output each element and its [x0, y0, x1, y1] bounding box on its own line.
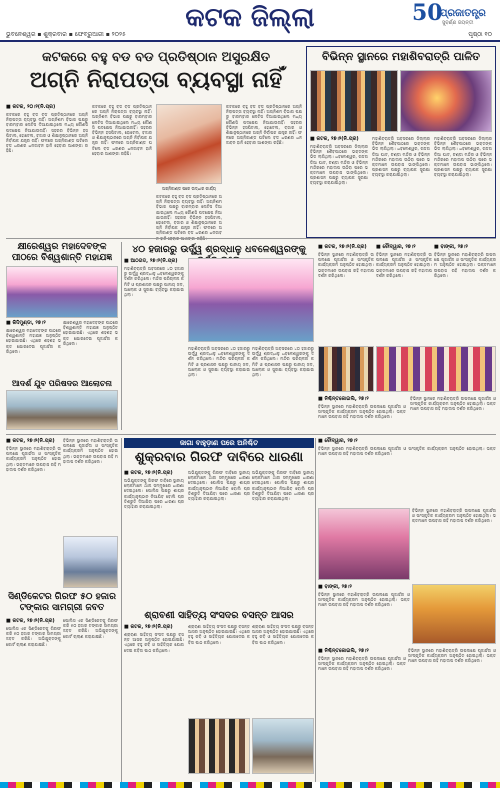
- lead-body-4: କଟକରେ ବହୁ ବଡ ବଡ ପ୍ରତିଷ୍ଠାନରେ ଅଗ୍ନି ନିରାପତ୍ତା ବ୍ୟବସ୍ଥା ନାହିଁ। ଅଗ୍ନିଶମ ବିଭାଗ ପକ୍ଷରୁ ବାରମ୍ବାର ନୋଟିସ ଦିଆଯାଇଥିଲେ ମଧ୍ୟ କୌଣସି ପଦକ୍ଷେପ ନିଆଯାଉନାହିଁ। ସହରର ବିଭିନ୍ନ ହସପିଟାଲ, ହୋଟେଲ, ବଜାର ଓ ଶିକ୍ଷାନୁଷ୍ଠାନରେ ଅଗ୍ନି ନିର୍ବାପକ ଯନ୍ତ୍ର ନାହିଁ। ଫଳରେ ଅଗ୍ନିକାଣ୍ଡ ଘଟିଲେ ବଡ ଧରଣର ଧନଜୀବ: [156, 194, 222, 236]
- shivaratri-body-1: ମହାଶିବରାତ୍ରି ଅବସରରେ ଜିଲ୍ଲାର ବିଭିନ୍ନ ଶୈବପୀଠରେ ଭକ୍ତଙ୍କ ଭିଡ ଲାଗିଥିଲା। ଧବଳେଶ୍ୱର, ଗଡଗଡିଆ ଘାଟ, ଚଣ୍ଡୀ ମନ୍ଦିର ଓ ବିଭିନ୍ନ ମନ୍ଦିରରେ ମହାଦୀପ ଉଠିବା ପରେ ଭକ୍ତମାନେ ଉପବାସ ଭାଙ୍ଗିଥିଲେ। ପ୍ରଶାସନ ପକ୍ଷରୁ ବ୍ୟାପକ ସୁରକ୍ଷା ବ୍ୟବସ୍ଥା କରାଯାଇଥିଲା।: [310, 144, 368, 186]
- misc-byline-c: ■ ବାଙ୍କୀ, ୨୭।୨: [434, 244, 468, 250]
- literary-col-3: [252, 624, 314, 716]
- literary-photo-2: [252, 718, 314, 774]
- lead-headline-block: [6, 50, 306, 93]
- shivaratri-col-3: [434, 136, 492, 234]
- rb-byline-3: ■ ନିଶ୍ଚିନ୍ତକୋଇଲି, ୨୭।୨: [318, 648, 369, 654]
- literary-photo-1: [188, 718, 250, 774]
- logo-number: 50: [412, 0, 443, 26]
- literary-body-3: ଶ୍ରାବଣୀ ସାହିତ୍ୟ ସଂସଦ ପକ୍ଷରୁ ବସନ୍ତ ଆସର ଅନୁଷ୍ଠିତ ହୋଇଯାଇଛି। ଏଥିରେ ବହୁ କବି ଓ ସାହିତ୍ୟିକ ଯୋଗଦେଇ କବିତା ପାଠ କରିଥିଲେ।: [252, 624, 314, 645]
- lead-byline: ■ କଟକ, ୨୦।୨(ନି.ପ୍ର): [6, 104, 56, 110]
- protest-col-1: [124, 470, 184, 606]
- protest-body-3: ଅଭିଯୁକ୍ତଙ୍କୁ ଗିରଫ ଦାବିରେ ସ୍ଥାନୀୟ ଲୋକମାନେ ଥାନା ସମ୍ମୁଖରେ ଧାରଣା ଦେଇଥିଲେ। ପୋଲିସ ପକ୍ଷରୁ ଶୀଘ୍ର କାର୍ଯ୍ୟାନୁଷ୍ଠାନ ନିଆଯିବ ବୋଲି ପ୍ରତିଶ୍ରୁତି ଦିଆଯିବା ପରେ ଧାରଣା ପ୍ରତ୍ୟାହାର କରାଯାଇଥିଲା।: [252, 470, 314, 502]
- vertical-divider-3: [315, 438, 316, 782]
- misc-body-2: ବିଭିନ୍ନ ସ୍ଥାନରେ ମହାଶିବରାତ୍ରି ଉପଲକ୍ଷେ ପୂଜାର୍ଚ୍ଚନା ଓ ସାଂସ୍କୃତିକ କାର୍ଯ୍ୟକ୍ରମ ଅନୁଷ୍ଠିତ ହୋଇଥିଲା। ଭକ୍ତମାନେ ଉପବାସ ରହି ମହାଦୀପ ଦର୍ଶନ କରିଥିଲେ।: [376, 252, 432, 278]
- protest-col-3: [252, 470, 314, 606]
- rb-body-4: ବିଭିନ୍ନ ସ୍ଥାନରେ ମହାଶିବରାତ୍ରି ଉପଲକ୍ଷେ ପୂଜାର୍ଚ୍ଚନା ଓ ସାଂସ୍କୃତିକ କାର୍ଯ୍ୟକ୍ରମ ଅନୁଷ୍ଠିତ ହୋଇଥିଲା। ଭକ୍ତମାନେ ଉପବାସ ରହି ମହାଦୀପ ଦର୍ଶନ କରିଥିଲେ।: [318, 656, 406, 672]
- shrine-col-1: [6, 320, 61, 376]
- lead-caption: ଅଗ୍ନିକାଣ୍ଡ ପରେ ଉଦ୍ଧାର କାର୍ଯ୍ୟ: [162, 186, 216, 191]
- misc-byline-d: ■ ନିଶ୍ଚିନ୍ତକୋଇଲି, ୨୭।୨: [318, 396, 369, 402]
- shrine-photo: [6, 266, 118, 318]
- newspaper-logo: [412, 2, 494, 28]
- lead-col-2: [92, 104, 152, 224]
- divider-2: [6, 434, 496, 435]
- seizure-byline: ■ କଟକ, ୨୭।୨(ନି.ପ୍ର): [6, 618, 55, 624]
- literary-byline: ■ କଟକ, ୨୭।୨(ନି.ପ୍ର): [124, 624, 173, 630]
- misc-body-3: ବିଭିନ୍ନ ସ୍ଥାନରେ ମହାଶିବରାତ୍ରି ଉପଲକ୍ଷେ ପୂଜାର୍ଚ୍ଚନା ଓ ସାଂସ୍କୃତିକ କାର୍ଯ୍ୟକ୍ରମ ଅନୁଷ୍ଠିତ ହୋଇଥିଲା। ଭକ୍ତମାନେ ଉପବାସ ରହି ମହାଦୀପ ଦର୍ଶନ କରିଥିଲେ।: [434, 252, 496, 278]
- protest-body-1: ଅଭିଯୁକ୍ତଙ୍କୁ ଗିରଫ ଦାବିରେ ସ୍ଥାନୀୟ ଲୋକମାନେ ଥାନା ସମ୍ମୁଖରେ ଧାରଣା ଦେଇଥିଲେ। ପୋଲିସ ପକ୍ଷରୁ ଶୀଘ୍ର କାର୍ଯ୍ୟାନୁଷ୍ଠାନ ନିଆଯିବ ବୋଲି ପ୍ରତିଶ୍ରୁତି ଦିଆଯିବା ପରେ ଧାରଣା ପ୍ରତ୍ୟାହାର କରାଯାଇଥିଲା।: [124, 478, 184, 510]
- lead-headline: ଅଗ୍ନି ନିରାପତ୍ତା ବ୍ୟବସ୍ଥା ନାହିଁ: [29, 67, 283, 93]
- page-number: ପୃଷ୍ଠା ୧୦: [468, 31, 492, 38]
- convention-photo: [6, 390, 118, 430]
- misc-col-1: [318, 244, 374, 344]
- divider-1: [6, 238, 496, 239]
- masthead: [0, 0, 500, 40]
- protest-headline: ଶୁକ୍ରବାର ଗିରଫ ଦାବିରେ ଧାରଣା: [134, 450, 304, 465]
- seizure-col-1: [6, 618, 61, 782]
- literary-body-1: ଶ୍ରାବଣୀ ସାହିତ୍ୟ ସଂସଦ ପକ୍ଷରୁ ବସନ୍ତ ଆସର ଅନୁଷ୍ଠିତ ହୋଇଯାଇଛି। ଏଥିରେ ବହୁ କବି ଓ ସାହିତ୍ୟିକ ଯୋଗଦେଇ କବିତା ପାଠ କରିଥିଲେ।: [124, 632, 184, 653]
- protest-byline: ■ କଟକ, ୨୭।୨(ନି.ପ୍ର): [124, 470, 173, 476]
- misc-col-4: [318, 396, 406, 430]
- misc-body-5: ବିଭିନ୍ନ ସ୍ଥାନରେ ମହାଶିବରାତ୍ରି ଉପଲକ୍ଷେ ପୂଜାର୍ଚ୍ଚନା ଓ ସାଂସ୍କୃତିକ କାର୍ଯ୍ୟକ୍ରମ ଅନୁଷ୍ଠିତ ହୋଇଥିଲା। ଭକ୍ତମାନେ ଉପବାସ ରହି ମହାଦୀପ ଦର୍ଶନ କରିଥିଲେ।: [410, 396, 496, 412]
- misc-photo-2: [376, 346, 496, 392]
- shivaratri-col-2: [372, 136, 430, 234]
- station-photo: [412, 584, 496, 644]
- shrine-col-2: [63, 320, 118, 376]
- devotees-col-2: [188, 346, 250, 430]
- devotees-body-1: ମହାଶିବରାତ୍ରି ଅବସରରେ ୪୦ ହଜାରରୁ ଉର୍ଦ୍ଧ୍ୱ ଶ୍ରଦ୍ଧାଳୁ ଧବଳେଶ୍ୱରଙ୍କୁ ଦର୍ଶନ କରିଥିଲେ। ମନ୍ଦିର ପରିଚାଳନା କମିଟି ଓ ପ୍ରଶାସନ ପକ୍ଷରୁ ପାନୀୟ ଜଳ, ଆଲୋକ ଓ ସୁରକ୍ଷା ବ୍ୟବସ୍ଥା କରାଯାଇଥିଲା।: [124, 266, 184, 298]
- right-bottom-col-1: [412, 508, 496, 580]
- vertical-divider-1: [121, 242, 122, 430]
- convention-headline: ଆଦର୍ଶ ଯୁବ ପରିଷଦର ଆଲୋଚନା: [12, 378, 112, 388]
- devotees-byline: ■ ଆଠଗଡ, ୨୭।୨(ନି.ପ୍ର): [124, 258, 178, 264]
- lead-photo: [156, 104, 222, 184]
- shivaratri-col-1: [310, 136, 368, 234]
- seizure-headline: ସିଣ୍ଡିକେଟର ଗିରଫ ୫୦ ହଜାର ଟଙ୍କାର ସାମଗ୍ରୀ ଜବତ: [8, 592, 116, 613]
- left-col-2: [63, 438, 118, 534]
- lead-col-1: [6, 104, 88, 224]
- protest-body-2: ଅଭିଯୁକ୍ତଙ୍କୁ ଗିରଫ ଦାବିରେ ସ୍ଥାନୀୟ ଲୋକମାନେ ଥାନା ସମ୍ମୁଖରେ ଧାରଣା ଦେଇଥିଲେ। ପୋଲିସ ପକ୍ଷରୁ ଶୀଘ୍ର କାର୍ଯ୍ୟାନୁଷ୍ଠାନ ନିଆଯିବ ବୋଲି ପ୍ରତିଶ୍ରୁତି ଦିଆଯିବା ପରେ ଧାରଣା ପ୍ରତ୍ୟାହାର କରାଯାଇଥିଲା।: [188, 470, 250, 502]
- protest-col-2: [188, 470, 250, 606]
- seizure-body-1: ପୋଲିସ ଏକ ସିଣ୍ଡିକେଟକୁ ଗିରଫ କରି ୫୦ ହଜାର ଟଙ୍କାର ସାମଗ୍ରୀ ଜବତ କରିଛି। ଅଭିଯୁକ୍ତଙ୍କୁ କୋର୍ଟ ଚାଲାଣ କରାଯାଇଛି।: [6, 626, 61, 647]
- seizure-col-2: [63, 618, 118, 782]
- right-bottom-col-3: [318, 648, 406, 782]
- color-bar: [0, 782, 500, 788]
- literary-col-1: [124, 624, 184, 782]
- misc-byline-b: ■ ଚୌଦ୍ୱାର, ୨୭।୨: [376, 244, 416, 250]
- shrine-body-1: କ୍ଷୀରେଶ୍ୱର ମହାଦେବଙ୍କ ପୀଠରେ ବିଶ୍ୱଶାନ୍ତି ମହାଯଜ୍ଞ ଅନୁଷ୍ଠିତ ହୋଇଯାଇଛି। ଏଥିରେ ଶହଶହ ଭକ୍ତ ଯୋଗଦେଇ ପୂଜାର୍ଚ୍ଚନା କରିଥିଲେ।: [6, 328, 61, 354]
- rb-body-1: ବିଭିନ୍ନ ସ୍ଥାନରେ ମହାଶିବରାତ୍ରି ଉପଲକ୍ଷେ ପୂଜାର୍ଚ୍ଚନା ଓ ସାଂସ୍କୃତିକ କାର୍ଯ୍ୟକ୍ରମ ଅନୁଷ୍ଠିତ ହୋଇଥିଲା। ଭକ୍ତମାନେ ଉପବାସ ରହି ମହାଦୀପ ଦର୍ଶନ କରିଥିଲେ।: [318, 446, 496, 457]
- misc-photo-1: [318, 346, 374, 392]
- page-title: କଟକ ଜିଲ୍ଲା: [185, 3, 315, 33]
- rb-byline-2: ■ ବାଙ୍କୀ, ୨୭।୨: [318, 584, 352, 590]
- rb-body-2: ବିଭିନ୍ନ ସ୍ଥାନରେ ମହାଶିବରାତ୍ରି ଉପଲକ୍ଷେ ପୂଜାର୍ଚ୍ଚନା ଓ ସାଂସ୍କୃତିକ କାର୍ଯ୍ୟକ୍ରମ ଅନୁଷ୍ଠିତ ହୋଇଥିଲା। ଭକ୍ତମାନେ ଉପବାସ ରହି ମହାଦୀପ ଦର୍ଶନ କରିଥିଲେ।: [412, 508, 496, 524]
- shrine-headline: କ୍ଷୀରେଶ୍ୱର ମହାଦେବଙ୍କ ପୀଠରେ ବିଶ୍ୱଶାନ୍ତି ମହାଯଜ୍ଞ: [11, 242, 113, 263]
- rb-byline-1: ■ ଚୌଦ୍ୱାର, ୨୭।୨: [318, 438, 358, 444]
- right-bottom-col-4: [408, 648, 496, 782]
- logo-tagline: ସୁବର୍ଣ୍ଣ ଜୟନ୍ତୀ: [442, 20, 474, 26]
- literary-col-2: [188, 624, 250, 716]
- left-byline: ■ କଟକ, ୨୭।୨(ନି.ପ୍ର): [6, 438, 55, 444]
- misc-body-4: ବିଭିନ୍ନ ସ୍ଥାନରେ ମହାଶିବରାତ୍ରି ଉପଲକ୍ଷେ ପୂଜାର୍ଚ୍ଚନା ଓ ସାଂସ୍କୃତିକ କାର୍ଯ୍ୟକ୍ରମ ଅନୁଷ୍ଠିତ ହୋଇଥିଲା। ଭକ୍ତମାନେ ଉପବାସ ରହି ମହାଦୀପ ଦର୍ଶନ କରିଥିଲେ।: [318, 404, 406, 420]
- devotees-photo: [188, 258, 314, 342]
- devotees-col-1: [124, 258, 184, 430]
- seizure-body-2: ପୋଲିସ ଏକ ସିଣ୍ଡିକେଟକୁ ଗିରଫ କରି ୫୦ ହଜାର ଟଙ୍କାର ସାମଗ୍ରୀ ଜବତ କରିଛି। ଅଭିଯୁକ୍ତଙ୍କୁ କୋର୍ଟ ଚାଲାଣ କରାଯାଇଛି।: [63, 618, 118, 639]
- police-photo: [63, 536, 118, 588]
- devotees-headline: ୪୦ ହଜାରରୁ ଉର୍ଦ୍ଧ୍ୱ ଶ୍ରଦ୍ଧାଳୁ ଧବଳେଶ୍ୱରଙ୍କୁ: [132, 244, 306, 255]
- lead-kicker: କଟକରେ ବହୁ ବଡ ବଡ ପ୍ରତିଷ୍ଠାନ ଅସୁରକ୍ଷିତ: [41, 50, 271, 65]
- misc-col-5: [410, 396, 496, 430]
- lead-body-2: କଟକରେ ବହୁ ବଡ ବଡ ପ୍ରତିଷ୍ଠାନରେ ଅଗ୍ନି ନିରାପତ୍ତା ବ୍ୟବସ୍ଥା ନାହିଁ। ଅଗ୍ନିଶମ ବିଭାଗ ପକ୍ଷରୁ ବାରମ୍ବାର ନୋଟିସ ଦିଆଯାଇଥିଲେ ମଧ୍ୟ କୌଣସି ପଦକ୍ଷେପ ନିଆଯାଉନାହିଁ। ସହରର ବିଭିନ୍ନ ହସପିଟାଲ, ହୋଟେଲ, ବଜାର ଓ ଶିକ୍ଷାନୁଷ୍ଠାନରେ ଅଗ୍ନି ନିର୍ବାପକ ଯନ୍ତ୍ର ନାହିଁ। ଫଳରେ ଅଗ୍ନିକାଣ୍ଡ ଘଟିଲେ ବଡ ଧରଣର ଧନଜୀବନ ହାନି ହେବାର ଆଶଙ୍କା ରହିଛି।: [92, 104, 152, 156]
- shrine-byline: ■ କିଦ୍ଦିମୁଣ୍ଡା, ୨୭।୨: [6, 320, 46, 326]
- masthead-rule: [0, 40, 500, 42]
- rb-body-3: ବିଭିନ୍ନ ସ୍ଥାନରେ ମହାଶିବରାତ୍ରି ଉପଲକ୍ଷେ ପୂଜାର୍ଚ୍ଚନା ଓ ସାଂସ୍କୃତିକ କାର୍ଯ୍ୟକ୍ରମ ଅନୁଷ୍ଠିତ ହୋଇଥିଲା। ଭକ୍ତମାନେ ଉପବାସ ରହି ମହାଦୀପ ଦର୍ଶନ କରିଥିଲେ।: [318, 592, 410, 608]
- misc-col-2: [376, 244, 432, 344]
- shivaratri-photo-2: [400, 70, 492, 132]
- literary-headline: ଶ୍ରାବଣୀ ସାହିତ୍ୟ ସଂସଦର ବସନ୍ତ ଆସର: [144, 610, 294, 621]
- misc-body-1: ବିଭିନ୍ନ ସ୍ଥାନରେ ମହାଶିବରାତ୍ରି ଉପଲକ୍ଷେ ପୂଜାର୍ଚ୍ଚନା ଓ ସାଂସ୍କୃତିକ କାର୍ଯ୍ୟକ୍ରମ ଅନୁଷ୍ଠିତ ହୋଇଥିଲା। ଭକ୍ତମାନେ ଉପବାସ ରହି ମହାଦୀପ ଦର୍ଶନ କରିଥିଲେ।: [318, 252, 374, 278]
- misc-col-3: [434, 244, 496, 344]
- devotees-col-3: [252, 346, 314, 430]
- literary-body-2: ଶ୍ରାବଣୀ ସାହିତ୍ୟ ସଂସଦ ପକ୍ଷରୁ ବସନ୍ତ ଆସର ଅନୁଷ୍ଠିତ ହୋଇଯାଇଛି। ଏଥିରେ ବହୁ କବି ଓ ସାହିତ୍ୟିକ ଯୋଗଦେଇ କବିତା ପାଠ କରିଥିଲେ।: [188, 624, 250, 645]
- lead-col-3: [226, 104, 302, 224]
- shivaratri-body-3: ମହାଶିବରାତ୍ରି ଅବସରରେ ଜିଲ୍ଲାର ବିଭିନ୍ନ ଶୈବପୀଠରେ ଭକ୍ତଙ୍କ ଭିଡ ଲାଗିଥିଲା। ଧବଳେଶ୍ୱର, ଗଡଗଡିଆ ଘାଟ, ଚଣ୍ଡୀ ମନ୍ଦିର ଓ ବିଭିନ୍ନ ମନ୍ଦିରରେ ମହାଦୀପ ଉଠିବା ପରେ ଭକ୍ତମାନେ ଉପବାସ ଭାଙ୍ଗିଥିଲେ। ପ୍ରଶାସନ ପକ୍ଷରୁ ବ୍ୟାପକ ସୁରକ୍ଷା ବ୍ୟବସ୍ଥା କରାଯାଇଥିଲା।: [434, 136, 492, 178]
- protest-kicker: ଜାଗା ବାହୁଡ଼ାଣ ପରେ ଅନିଶ୍ଚିତ: [124, 438, 314, 448]
- lead-body-1: କଟକରେ ବହୁ ବଡ ବଡ ପ୍ରତିଷ୍ଠାନରେ ଅଗ୍ନି ନିରାପତ୍ତା ବ୍ୟବସ୍ଥା ନାହିଁ। ଅଗ୍ନିଶମ ବିଭାଗ ପକ୍ଷରୁ ବାରମ୍ବାର ନୋଟିସ ଦିଆଯାଇଥିଲେ ମଧ୍ୟ କୌଣସି ପଦକ୍ଷେପ ନିଆଯାଉନାହିଁ। ସହରର ବିଭିନ୍ନ ହସପିଟାଲ, ହୋଟେଲ, ବଜାର ଓ ଶିକ୍ଷାନୁଷ୍ଠାନରେ ଅଗ୍ନି ନିର୍ବାପକ ଯନ୍ତ୍ର ନାହିଁ। ଫଳରେ ଅଗ୍ନିକାଣ୍ଡ ଘଟିଲେ ବଡ ଧରଣର ଧନଜୀବନ ହାନି ହେବାର ଆଶଙ୍କା ରହିଛି।: [6, 112, 88, 154]
- dateline: ଭୁବନେଶ୍ୱର ▪ ଶୁକ୍ରବାର ▪ ଫେବ୍ରୁଆରୀ ▪ ୨୦୨୫: [6, 31, 126, 38]
- lead-body-3: କଟକରେ ବହୁ ବଡ ବଡ ପ୍ରତିଷ୍ଠାନରେ ଅଗ୍ନି ନିରାପତ୍ତା ବ୍ୟବସ୍ଥା ନାହିଁ। ଅଗ୍ନିଶମ ବିଭାଗ ପକ୍ଷରୁ ବାରମ୍ବାର ନୋଟିସ ଦିଆଯାଇଥିଲେ ମଧ୍ୟ କୌଣସି ପଦକ୍ଷେପ ନିଆଯାଉନାହିଁ। ସହରର ବିଭିନ୍ନ ହସପିଟାଲ, ହୋଟେଲ, ବଜାର ଓ ଶିକ୍ଷାନୁଷ୍ଠାନରେ ଅଗ୍ନି ନିର୍ବାପକ ଯନ୍ତ୍ର ନାହିଁ। ଫଳରେ ଅଗ୍ନିକାଣ୍ଡ ଘଟିଲେ ବଡ ଧରଣର ଧନଜୀବନ ହାନି ହେବାର ଆଶଙ୍କା ରହିଛି।: [226, 104, 302, 146]
- left-col-1: [6, 438, 61, 588]
- left-body-2: ବିଭିନ୍ନ ସ୍ଥାନରେ ମହାଶିବରାତ୍ରି ଉପଲକ୍ଷେ ପୂଜାର୍ଚ୍ଚନା ଓ ସାଂସ୍କୃତିକ କାର୍ଯ୍ୟକ୍ରମ ଅନୁଷ୍ଠିତ ହୋଇଥିଲା। ଭକ୍ତମାନେ ଉପବାସ ରହି ମହାଦୀପ ଦର୍ଶନ କରିଥିଲେ।: [63, 438, 118, 464]
- misc-byline-a: ■ କଟକ, ୨୭।୨(ନି.ପ୍ର): [318, 244, 367, 250]
- shivaratri-photo-1: [310, 70, 398, 132]
- left-body-1: ବିଭିନ୍ନ ସ୍ଥାନରେ ମହାଶିବରାତ୍ରି ଉପଲକ୍ଷେ ପୂଜାର୍ଚ୍ଚନା ଓ ସାଂସ୍କୃତିକ କାର୍ଯ୍ୟକ୍ରମ ଅନୁଷ୍ଠିତ ହୋଇଥିଲା। ଭକ୍ତମାନେ ଉପବାସ ରହି ମହାଦୀପ ଦର୍ଶନ କରିଥିଲେ।: [6, 446, 61, 472]
- devotees-body-3: ମହାଶିବରାତ୍ରି ଅବସରରେ ୪୦ ହଜାରରୁ ଉର୍ଦ୍ଧ୍ୱ ଶ୍ରଦ୍ଧାଳୁ ଧବଳେଶ୍ୱରଙ୍କୁ ଦର୍ଶନ କରିଥିଲେ। ମନ୍ଦିର ପରିଚାଳନା କମିଟି ଓ ପ୍ରଶାସନ ପକ୍ଷରୁ ପାନୀୟ ଜଳ, ଆଲୋକ ଓ ସୁରକ୍ଷା ବ୍ୟବସ୍ଥା କରାଯାଇଥିଲା।: [252, 346, 314, 378]
- stage-photo: [318, 508, 410, 580]
- lead-col-4: [156, 194, 222, 236]
- shivaratri-byline: ■ କଟକ, ୨୭।୨(ନି.ପ୍ର): [310, 136, 359, 142]
- right-bottom-top: [318, 438, 496, 506]
- shivaratri-headline: ବିଭିନ୍ନ ସ୍ଥାନରେ ମହାଶିବରାତ୍ରି ପାଳିତ: [321, 50, 481, 63]
- right-bottom-col-2: [318, 584, 410, 644]
- logo-name: ପ୍ରଜାତନ୍ତ୍ର: [440, 8, 486, 19]
- vertical-divider-2: [121, 438, 122, 782]
- shrine-body-2: କ୍ଷୀରେଶ୍ୱର ମହାଦେବଙ୍କ ପୀଠରେ ବିଶ୍ୱଶାନ୍ତି ମହାଯଜ୍ଞ ଅନୁଷ୍ଠିତ ହୋଇଯାଇଛି। ଏଥିରେ ଶହଶହ ଭକ୍ତ ଯୋଗଦେଇ ପୂଜାର୍ଚ୍ଚନା କରିଥିଲେ।: [63, 320, 118, 346]
- devotees-body-2: ମହାଶିବରାତ୍ରି ଅବସରରେ ୪୦ ହଜାରରୁ ଉର୍ଦ୍ଧ୍ୱ ଶ୍ରଦ୍ଧାଳୁ ଧବଳେଶ୍ୱରଙ୍କୁ ଦର୍ଶନ କରିଥିଲେ। ମନ୍ଦିର ପରିଚାଳନା କମିଟି ଓ ପ୍ରଶାସନ ପକ୍ଷରୁ ପାନୀୟ ଜଳ, ଆଲୋକ ଓ ସୁରକ୍ଷା ବ୍ୟବସ୍ଥା କରାଯାଇଥିଲା।: [188, 346, 250, 378]
- rb-body-5: ବିଭିନ୍ନ ସ୍ଥାନରେ ମହାଶିବରାତ୍ରି ଉପଲକ୍ଷେ ପୂଜାର୍ଚ୍ଚନା ଓ ସାଂସ୍କୃତିକ କାର୍ଯ୍ୟକ୍ରମ ଅନୁଷ୍ଠିତ ହୋଇଥିଲା। ଭକ୍ତମାନେ ଉପବାସ ରହି ମହାଦୀପ ଦର୍ଶନ କରିଥିଲେ।: [408, 648, 496, 664]
- shivaratri-body-2: ମହାଶିବରାତ୍ରି ଅବସରରେ ଜିଲ୍ଲାର ବିଭିନ୍ନ ଶୈବପୀଠରେ ଭକ୍ତଙ୍କ ଭିଡ ଲାଗିଥିଲା। ଧବଳେଶ୍ୱର, ଗଡଗଡିଆ ଘାଟ, ଚଣ୍ଡୀ ମନ୍ଦିର ଓ ବିଭିନ୍ନ ମନ୍ଦିରରେ ମହାଦୀପ ଉଠିବା ପରେ ଭକ୍ତମାନେ ଉପବାସ ଭାଙ୍ଗିଥିଲେ। ପ୍ରଶାସନ ପକ୍ଷରୁ ବ୍ୟାପକ ସୁରକ୍ଷା ବ୍ୟବସ୍ଥା କରାଯାଇଥିଲା।: [372, 136, 430, 178]
